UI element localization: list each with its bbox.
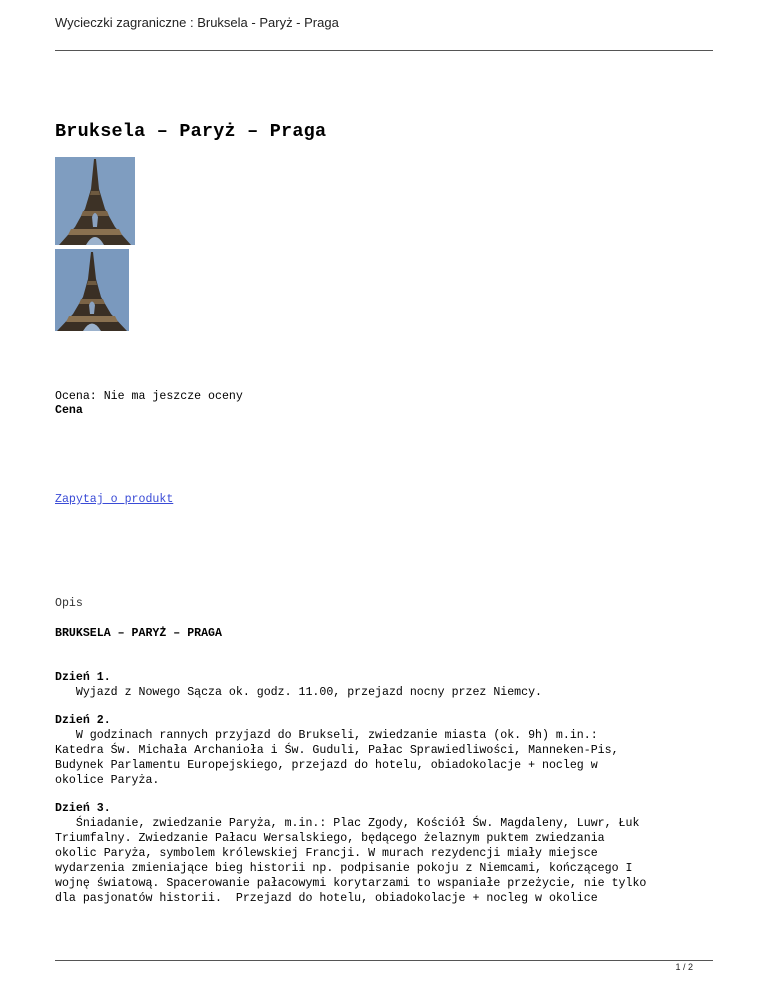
day-title: Dzień 1.	[55, 671, 111, 684]
trip-heading: BRUKSELA – PARYŻ – PRAGA	[55, 627, 222, 640]
page-title: Bruksela – Paryż – Praga	[55, 121, 327, 142]
eiffel-tower-photo[interactable]	[55, 249, 129, 331]
day-description: Śniadanie, zwiedzanie Paryża, m.in.: Plac Zgody, Kościół Św. Magdaleny, Luwr, Łuk Triumfalny. Zwiedzanie Pałacu Wersalskiego, będącego żelaznym puktem zwiedzania okolic Paryża, symbolem królewskiej Francji. W murach rezydencji miały miejsce wydarzenia zmieniające bieg historii np. podpisanie pokoju z Niemcami, kończącego I wojnę światową. Spacerowanie pałacowymi korytarzami to wspaniałe przeżycie, nie tylko dla pasjonatów historii. Przejazd do hotelu, obiadokolacje + nocleg w okolice	[55, 817, 647, 905]
eiffel-tower-photo[interactable]	[55, 157, 135, 245]
ask-about-product-link[interactable]: Zapytaj o produkt	[55, 493, 174, 506]
rating-text: Ocena: Nie ma jeszcze oceny	[55, 390, 243, 403]
document-header-title: Wycieczki zagraniczne : Bruksela - Paryż - Praga	[55, 15, 339, 30]
footer-divider	[55, 960, 713, 961]
page-number: 1 / 2	[675, 962, 693, 972]
itinerary-day	[55, 713, 735, 788]
description-label: Opis	[55, 597, 83, 610]
day-description: W godzinach rannych przyjazd do Brukseli, zwiedzanie miasta (ok. 9h) m.in.: Katedra Św. Michała Archanioła i Św. Guduli, Pałac Sprawiedliwości, Manneken-Pis, Budynek Parlamentu Europejskiego, przejazd do hotelu, obiadokolacje + nocleg w okolice Paryża.	[55, 729, 619, 787]
day-title: Dzień 2.	[55, 714, 111, 727]
day-title: Dzień 3.	[55, 802, 111, 815]
itinerary-day	[55, 801, 735, 906]
price-label: Cena	[55, 404, 83, 417]
itinerary-day	[55, 670, 735, 700]
header-divider	[55, 50, 713, 51]
day-description: Wyjazd z Nowego Sącza ok. godz. 11.00, przejazd nocny przez Niemcy.	[55, 686, 543, 699]
